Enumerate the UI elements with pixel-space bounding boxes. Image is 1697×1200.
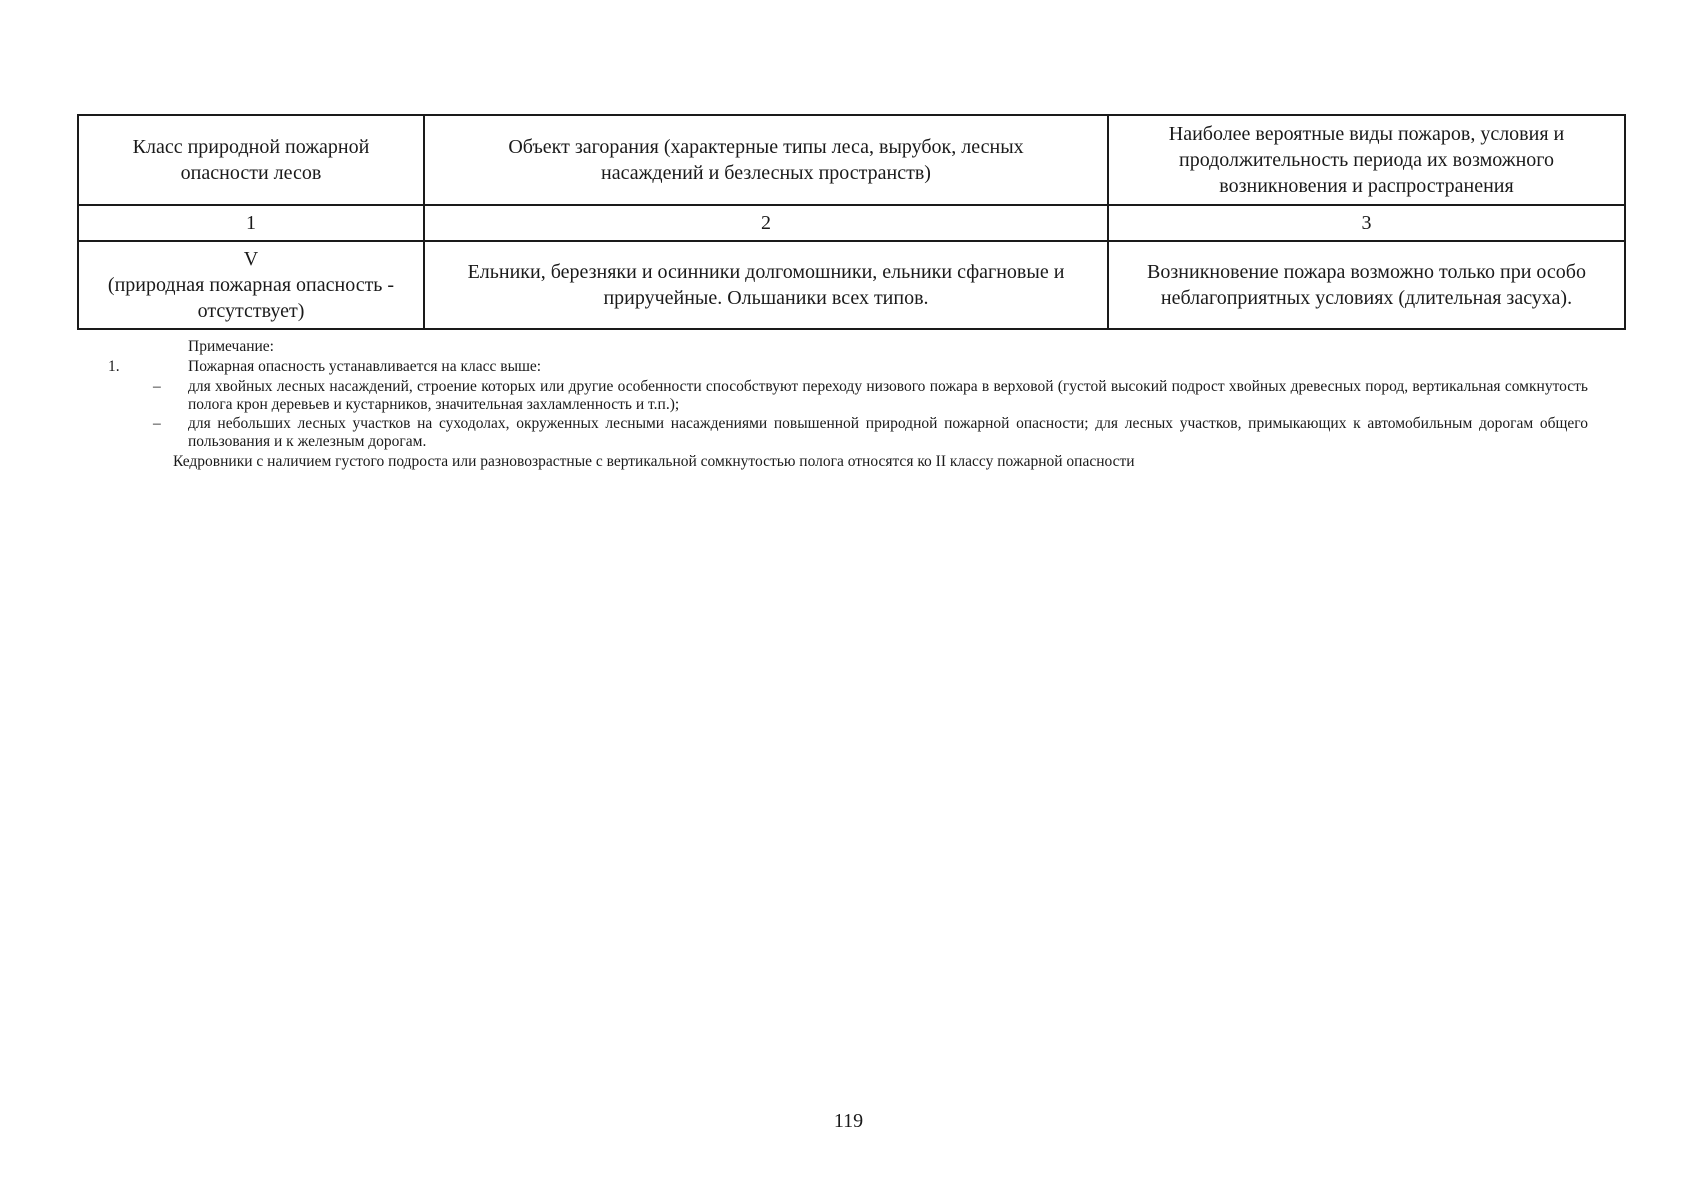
column-number: 1 xyxy=(78,205,424,241)
note-item-number: 1. xyxy=(108,358,120,376)
note-item xyxy=(108,358,1588,376)
header-cell-object: Объект загорания (характерные типы леса, вырубок, лесных насаждений и безлесных пространств) xyxy=(424,115,1108,205)
cell-fire-conditions: Возникновение пожара возможно только при особо неблагоприятных условиях (длительная засуха). xyxy=(1108,241,1625,329)
note-sub-item xyxy=(108,415,1588,452)
column-number: 3 xyxy=(1108,205,1625,241)
notes-section xyxy=(108,338,1588,471)
note-final-text: Кедровники с наличием густого подроста или разновозрастные с вертикальной сомкнутостью полога относятся ко II классу пожарной опасности xyxy=(173,452,1135,470)
notes-title: Примечание: xyxy=(188,338,274,355)
header-cell-class: Класс природной пожарной опасности лесов xyxy=(78,115,424,205)
note-sub-text: для небольших лесных участков на суходолах, окруженных лесными насаждениями повышенной природной пожарной опасности; для лесных участков, примыкающих к автомобильным дорогам общего пользования и к железным дорогам. xyxy=(188,415,1588,451)
note-item-text: Пожарная опасность устанавливается на класс выше: xyxy=(188,358,542,376)
fire-hazard-table xyxy=(77,114,1626,330)
cell-ignition-object: Ельники, березняки и осинники долгомошники, ельники сфагновые и приручейные. Ольшаники всех типов. xyxy=(424,241,1108,329)
dash-bullet: – xyxy=(153,377,161,395)
cell-hazard-class: V (природная пожарная опасность - отсутствует) xyxy=(78,241,424,329)
note-sub-text: для хвойных лесных насаждений, строение которых или другие особенности способствуют переходу низового пожара в верховой (густой высокий подрост хвойных древесных пород, вертикальная сомкнутость полога крон деревьев и кустарников, значительная захламленность и т.п.); xyxy=(188,377,1588,413)
column-number: 2 xyxy=(424,205,1108,241)
note-sub-item xyxy=(108,378,1588,415)
header-cell-fire-types: Наиболее вероятные виды пожаров, условия и продолжительность периода их возможного возникновения и распространения xyxy=(1108,115,1625,205)
table-header-row xyxy=(78,115,1625,205)
page-number: 119 xyxy=(833,1110,864,1132)
dash-bullet: – xyxy=(153,415,161,433)
table-row xyxy=(78,241,1625,329)
column-number-row xyxy=(78,205,1625,241)
